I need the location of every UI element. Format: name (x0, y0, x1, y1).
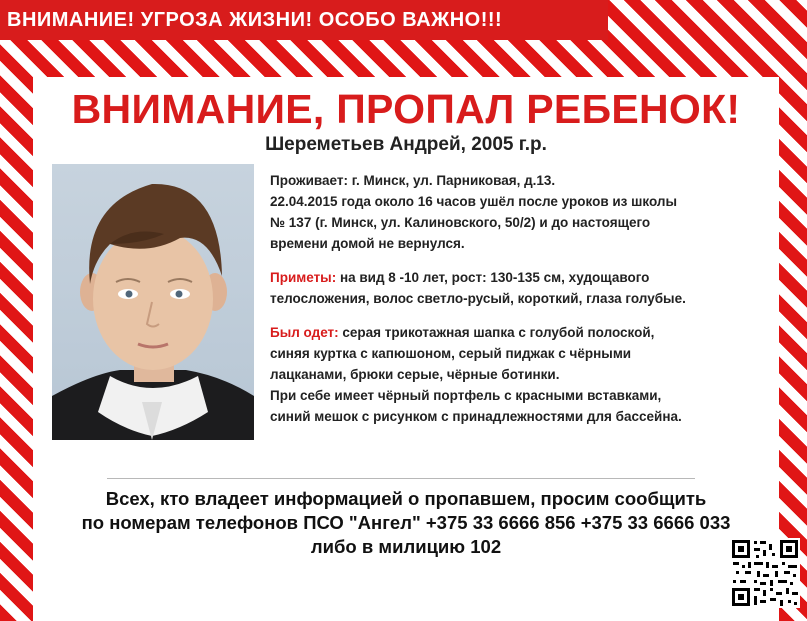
qr-code[interactable] (730, 538, 800, 608)
poster-content-panel (33, 77, 779, 621)
child-portrait-illustration (52, 164, 254, 440)
signs-label: Приметы: (270, 270, 337, 285)
divider (107, 478, 695, 479)
top-warning-banner: ВНИМАНИЕ! УГРОЗА ЖИЗНИ! ОСОБО ВАЖНО!!! (0, 0, 608, 40)
description-signs: Приметы: на вид 8 -10 лет, рост: 130-135 см, худощавого телосложения, волос светло-русый, короткий, глаза голубые. (270, 270, 686, 306)
contact-info: Всех, кто владеет информацией о пропавшем, просим сообщить по номерам телефонов ПСО "Ангел" +375 33 6666 856 +375 33 6666 033 либо в милицию 102 (81, 488, 731, 557)
child-name: Шереметьев Андрей, 2005 г.р. (265, 134, 547, 155)
residence-info: Проживает: г. Минск, ул. Парниковая, д.13. 22.04.2015 года около 16 часов ушёл после уроков из школы № 137 (г. Минск, ул. Калиновского, 50/2) и до настоящего времени домой не вернулся. (270, 173, 677, 251)
qr-code-icon (730, 538, 800, 608)
poster-title: ВНИМАНИЕ, ПРОПАЛ РЕБЕНОК! (71, 86, 741, 132)
child-photo (52, 164, 254, 440)
clothing-info: Был одет: серая трикотажная шапка с голубой полоской, синяя куртка с капюшоном, серый пиджак с чёрными лацканами, брюки серые, чёрные ботинки. При себе имеет чёрный портфель с красными вставками, синий мешок с рисунком с принадлежностями для бассейна. (270, 325, 682, 424)
child-details (270, 170, 770, 440)
clothing-label: Был одет: (270, 325, 339, 340)
